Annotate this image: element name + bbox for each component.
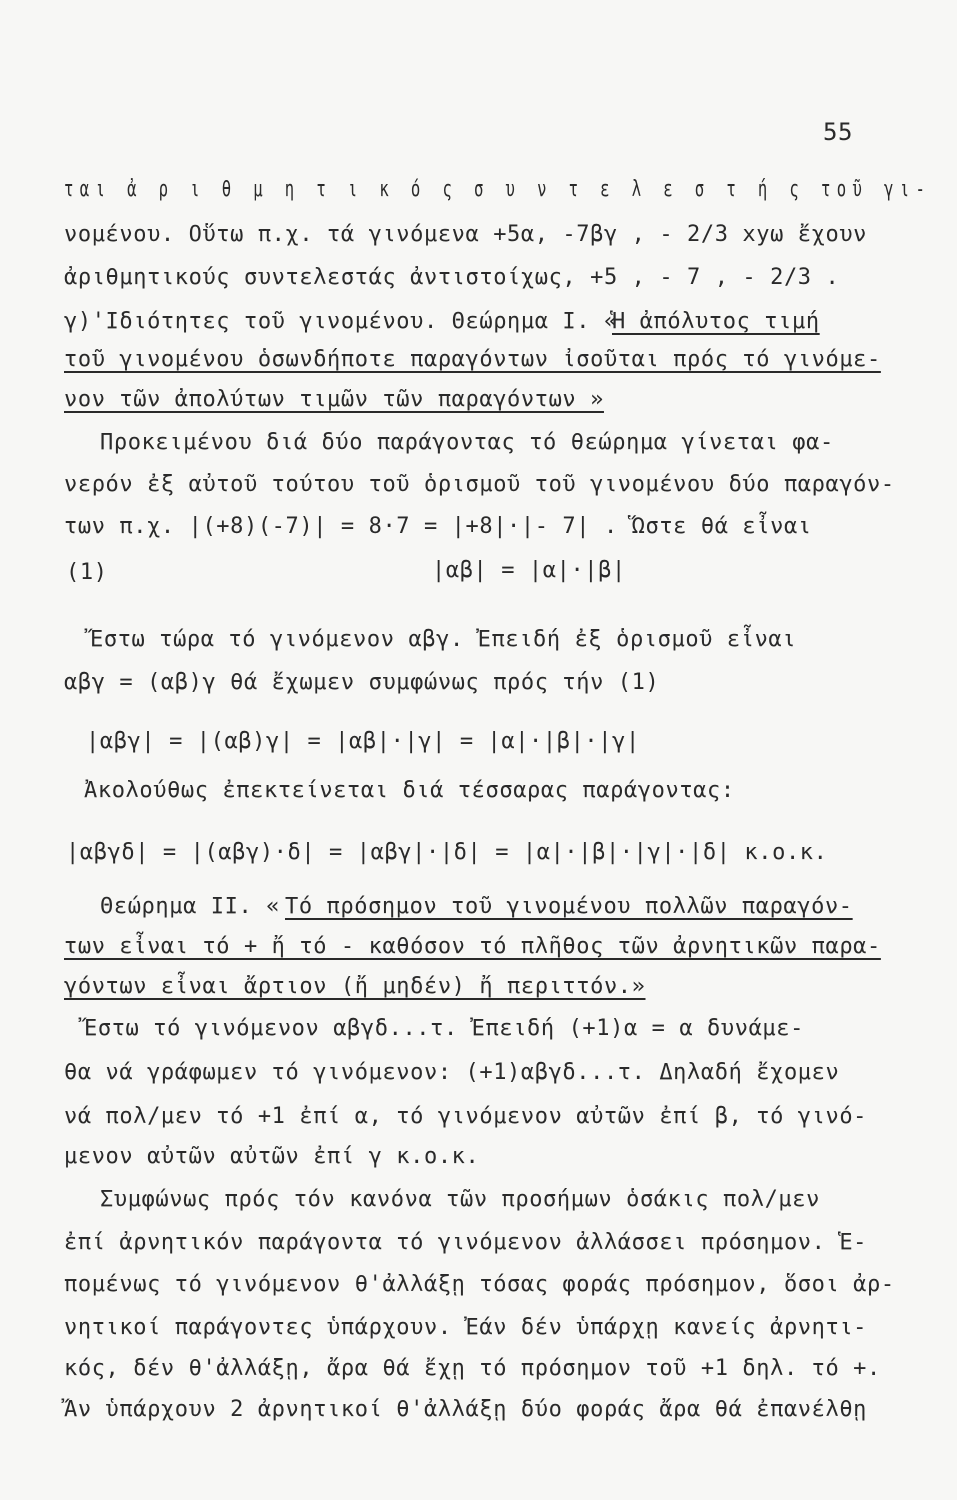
text-line-27: πομένως τό γινόμενον θ'ἀλλάξῃ τόσας φοράς πρόσημον, ὅσοι ἀρ- [64,1272,895,1297]
theorem-2-statement-line-2: των εἶναι τό + ἤ τό - καθόσον τό πλῆθος τῶν ἀρνητικῶν παρα- [64,934,881,959]
text-line-21: Ἔστω τό γινόμενον αβγδ...τ. Ἐπειδή (+1)α = α δυνάμε- [84,1016,804,1041]
text-line-24: μενον αὐτῶν αὐτῶν ἐπί γ κ.ο.κ. [64,1144,480,1169]
text-line-13: αβγ = (αβ)γ θά ἔχωμεν συμφώνως πρός τήν (1) [64,670,660,695]
equation-abcd: |αβγδ| = |(αβγ)·δ| = |αβγ|·|δ| = |α|·|β|·|γ|·|δ| κ.ο.κ. [66,840,828,865]
equation-abc: |αβγ| = |(αβ)γ| = |αβ|·|γ| = |α|·|β|·|γ| [86,729,640,754]
theorem-2-statement-line-1: Τό πρόσημον τοῦ γινομένου πολλῶν παραγόν- [285,894,853,919]
theorem-1-underlined-start: Ἡ ἀπόλυτος τιμή [612,309,820,334]
theorem-2-heading: Θεώρημα ΙΙ. « [100,894,280,919]
theorem-2-statement-line-3: γόντων εἶναι ἄρτιον (ἤ μηδέν) ἤ περιττόν.» [64,974,646,999]
equation-1: |αβ| = |α|·|β| [432,558,626,583]
text-line-29: κός, δέν θ'ἀλλάξῃ, ἄρα θά ἔχῃ τό πρόσημον τοῦ +1 δηλ. τό +. [64,1356,881,1381]
text-line-25: Συμφώνως πρός τόν κανόνα τῶν προσήμων ὁσάκις πολ/μεν [100,1187,820,1212]
equation-label: (1) [66,560,108,585]
text-line-1: ται ἀ ρ ι θ μ η τ ι κ ό ς σ υ ν τ ε λ ε σ τ ή ς τοῦ γι- [64,177,932,202]
text-line-12: Ἔστω τώρα τό γινόμενον αβγ. Ἐπειδή ἐξ ὁρισμοῦ εἶναι [90,627,797,652]
text-line-2: νομένου. Οὕτω π.χ. τά γινόμενα +5α, -7βγ , - 2/3 xyω ἔχουν [64,222,868,247]
theorem-1-statement-line-2: τοῦ γινομένου ὁσωνδήποτε παραγόντων ἰσοῦται πρός τό γινόμε- [64,347,881,372]
text-line-15: Ἀκολούθως ἐπεκτείνεται διά τέσσαρας παράγοντας: [84,778,735,803]
text-line-30: Ἄν ὑπάρχουν 2 ἀρνητικοί θ'ἀλλάξῃ δύο φοράς ἄρα θά ἐπανέλθῃ [64,1397,868,1422]
page-number: 55 [823,118,854,146]
text-line-23: νά πολ/μεν τό +1 ἐπί α, τό γινόμενον αὐτῶν ἐπί β, τό γινό- [64,1104,868,1129]
text-line-28: νητικοί παράγοντες ὑπάρχουν. Ἐάν δέν ὑπάρχῃ κανείς ἀρνητι- [64,1315,868,1340]
text-line-22: θα νά γράφωμεν τό γινόμενον: (+1)αβγδ...τ. Δηλαδή ἔχομεν [64,1060,840,1085]
text-line-3: ἀριθμητικούς συντελεστάς ἀντιστοίχως, +5 , - 7 , - 2/3 . [64,265,840,290]
text-line-10: των π.χ. |(+8)(-7)| = 8·7 = |+8|·|- 7| . Ὥστε θά εἶναι [64,514,812,539]
text-line-8: Προκειμένου διά δύο παράγοντας τό θεώρημα γίνεται φα- [100,430,834,455]
text-line-26: ἐπί ἀρνητικόν παράγοντα τό γινόμενον ἀλλάσσει πρόσημον. Ἑ- [64,1230,868,1255]
text-line-9: νερόν ἐξ αὐτοῦ τούτου τοῦ ὁρισμοῦ τοῦ γινομένου δύο παραγόν- [64,472,895,497]
text-line-4: γ)'Ιδιότητες τοῦ γινομένου. Θεώρημα Ι. « [64,309,618,334]
theorem-1-statement-line-3: νον τῶν ἀπολύτων τιμῶν τῶν παραγόντων » [64,387,604,412]
